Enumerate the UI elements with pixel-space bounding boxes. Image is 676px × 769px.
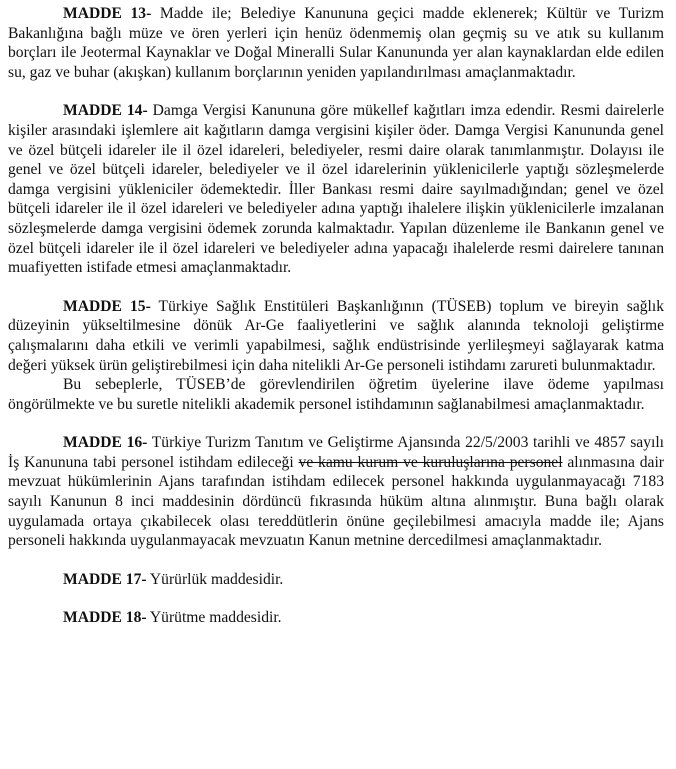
madde-18-paragraph	[8, 608, 664, 628]
madde-16-text-before: Türkiye Turizm Tanıtım ve Geliştirme Ajansında 22/5/2003 tarihli ve 4857 sayılı İş Kanununa tabi personel istihdam edileceği	[8, 434, 664, 471]
madde-13-label: MADDE 13-	[63, 5, 152, 22]
madde-16-paragraph	[8, 433, 664, 551]
madde-17-label: MADDE 17-	[63, 570, 147, 588]
madde-16-struck-text: ve kamu kurum ve kuruluşlarına personel	[298, 453, 563, 471]
madde-17-paragraph	[8, 570, 664, 590]
madde-17-text: Yürürlük maddesidir.	[146, 570, 284, 588]
madde-13-paragraph	[8, 4, 664, 82]
madde-15-paragraph	[8, 297, 664, 375]
madde-14-label: MADDE 14-	[63, 102, 148, 120]
madde-18-label: MADDE 18-	[63, 609, 147, 627]
madde-18-text: Yürütme maddesidir.	[146, 609, 282, 627]
madde-15-text: Türkiye Sağlık Enstitüleri Başkanlığının (TÜSEB) toplum ve bireyin sağlık düzeyinin yükseltilmesine dönük Ar-Ge faaliyetlerini ve sağlık alanında teknoloji geliştirme çalışmalarını daha etkili ve verimli yapabilmesi, sağlık endüstrisinde yerlileşmeyi sağlayarak katma değeri yüksek ürün geliştirebilmesi için daha nitelikli Ar-Ge personeli istihdamı zarureti bulunmaktadır.	[8, 297, 664, 374]
madde-16-text-after: alınmasına dair mevzuat hükümlerinin Ajans tarafından istihdam edilecek personel hakkında uygulanmayacağı 7183 sayılı Kanunun 8 inci maddesinin dördüncü fıkrasında hüküm altına alınmıştır. Buna bağlı olarak uygulamada ortaya çıkabilecek olası tereddütlerin önüne geçilebilmesi amacıyla madde ile; Ajans personeli hakkında uygulanmayacak mevzuatın Kanun metnine dercedilmesi amaçlanmaktadır.	[8, 453, 664, 550]
document-page	[8, 4, 664, 628]
madde-14-text: Damga Vergisi Kanununa göre mükellef kağıtları imza edendir. Resmi dairelerle kişiler arasındaki işlemlere ait kağıtların damga vergisini kişiler öder. Damga Vergisi Kanununda genel ve özel bütçeli idareler ile il özel idareleri, belediyeler, resmi daire olarak tanımlanmıştır. Dolayısı ile genel ve özel bütçeli idareler, belediyeler ve il özel idarelerinin yüklenicilerle yaptığı sözleşmelerde damga vergisini yükleniciler ödemektedir. İller Bankası resmi daire sayılmadığından; genel ve özel bütçeli idareler ile il özel idareleri ve belediyeler adına yaptığı ihalelere ilişkin yüklenicilerle imzalanan sözleşmelerde damga vergisini ödemek zorunda kalmaktadır. Yapılan düzenleme ile Bankanın genel ve özel bütçeli idareler ile il özel idareleri ve belediyeler adına yapacağı ihalelerde resmi dairelere tanınan muafiyetten istifade etmesi amaçlanmaktadır.	[8, 102, 665, 277]
madde-15-continuation-paragraph	[8, 375, 664, 414]
madde-16-label: MADDE 16-	[63, 434, 148, 452]
madde-14-paragraph	[8, 101, 664, 277]
madde-15-continuation-text: Bu sebeplerle, TÜSEB’de görevlendirilen öğretim üyelerine ilave ödeme yapılması öngörülmekte ve bu suretle nitelikli akademik personel istihdamının sağlanabilmesi amaçlanmaktadır.	[8, 376, 664, 413]
madde-13-text: Madde ile; Belediye Kanununa geçici madde eklenerek; Kültür ve Turizm Bakanlığına bağlı müze ve ören yerleri için henüz ödenmemiş olan geçmiş su ve atık su kullanım borçları ile Jeotermal Kaynaklar ve Doğal Mineralli Sular Kanununda yer alan kaynaklardan elde edilen su, gaz ve buhar (akışkan) kullanım borçlarının yeniden yapılandırılması amaçlanmaktadır.	[8, 5, 664, 81]
madde-15-label: MADDE 15-	[63, 297, 151, 315]
